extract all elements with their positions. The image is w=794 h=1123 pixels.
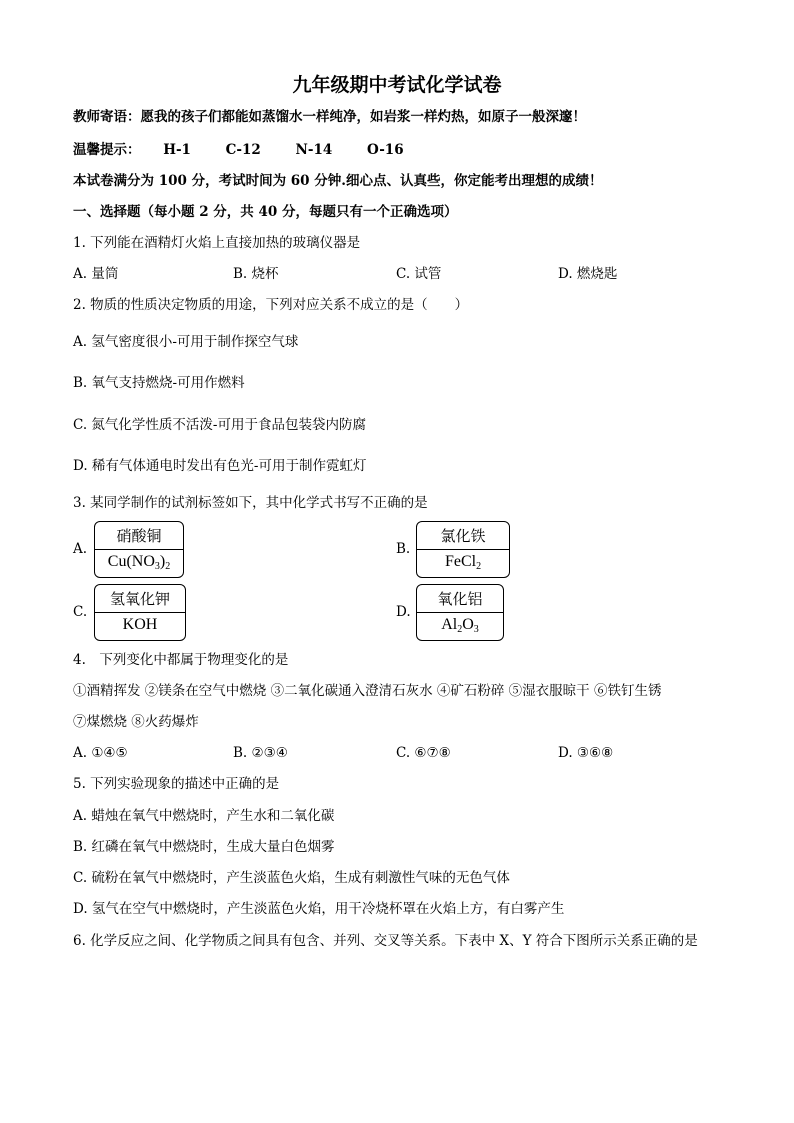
hint-label: 温馨提示：	[73, 142, 141, 158]
label-divider	[417, 612, 503, 613]
q3-label-d[interactable]	[416, 584, 504, 641]
q5-option-b[interactable]: B. 红磷在氧气中燃烧时，生成大量白色烟雾	[73, 839, 335, 855]
q3-label-b-name: 氯化铁	[440, 527, 486, 545]
q5-option-a[interactable]: A. 蜡烛在氧气中燃烧时，产生水和二氧化碳	[73, 808, 335, 824]
q5-option-d[interactable]: D. 氢气在空气中燃烧时，产生淡蓝色火焰，用干冷烧杯罩在火焰上方，有白雾产生	[73, 901, 565, 917]
label-divider	[95, 612, 185, 613]
q1-option-d[interactable]: D. 燃烧匙	[558, 266, 618, 282]
q3-label-a-name: 硝酸铜	[116, 527, 162, 545]
q4-option-c[interactable]: C. ⑥⑦⑧	[396, 745, 451, 761]
q3-option-b-letter[interactable]: B.	[396, 541, 411, 557]
label-divider	[417, 549, 509, 550]
question-1-stem: 1. 下列能在酒精灯火焰上直接加热的玻璃仪器是	[73, 235, 361, 251]
q3-option-a-letter[interactable]: A.	[73, 541, 88, 557]
q1-option-c[interactable]: C. 试管	[396, 266, 442, 282]
q1-option-a[interactable]: A. 量筒	[73, 266, 119, 282]
question-5-stem: 5. 下列实验现象的描述中正确的是	[73, 776, 280, 792]
q3-option-c-letter[interactable]: C.	[73, 604, 88, 620]
q3-label-c[interactable]	[94, 584, 186, 641]
q1-option-b[interactable]: B. 烧杯	[233, 266, 279, 282]
q4-option-a[interactable]: A. ①④⑤	[73, 745, 128, 761]
exam-title: 九年级期中考试化学试卷	[292, 74, 502, 96]
q2-option-d[interactable]: D. 稀有气体通电时发出有色光-可用于制作霓虹灯	[73, 458, 367, 474]
q4-option-b[interactable]: B. ②③④	[233, 745, 288, 761]
q5-option-c[interactable]: C. 硫粉在氧气中燃烧时，产生淡蓝色火焰，生成有刺激性气味的无色气体	[73, 870, 510, 886]
atomic-mass-hint	[73, 141, 404, 159]
q3-label-c-formula: KOH	[122, 616, 158, 633]
q3-label-b[interactable]	[416, 521, 510, 578]
q3-label-b-formula: FeCl$_2$	[444, 553, 482, 572]
question-4-stem: 4. 下列变化中都属于物理变化的是	[73, 652, 289, 668]
question-6-stem: 6. 化学反应之间、化学物质之间具有包含、并列、交叉等关系。下表中 X、Y 符合下图所示关系正确的是	[73, 933, 698, 949]
atomic-mass-c: C-12	[225, 142, 261, 158]
q3-label-d-formula: $Al_2O_3$	[441, 616, 479, 635]
atomic-mass-n: N-14	[295, 142, 333, 158]
q3-label-c-name: 氢氧化钾	[109, 590, 170, 608]
label-divider	[95, 549, 183, 550]
section-heading: 一、选择题（每小题 2 分，共 40 分，每题只有一个正确选项）	[73, 204, 458, 220]
exam-instructions: 本试卷满分为 100 分，考试时间为 60 分钟.细心点、认真些，你定能考出理想的成绩！	[73, 173, 603, 189]
q3-label-a-formula: $Cu(NO_3)_2$	[107, 553, 171, 572]
q4-option-d[interactable]: D. ③⑥⑧	[558, 745, 614, 761]
atomic-mass-o: O-16	[366, 142, 404, 158]
q3-option-d-letter[interactable]: D.	[396, 604, 411, 620]
question-3-stem: 3. 某同学制作的试剂标签如下，其中化学式书写不正确的是	[73, 495, 428, 511]
q3-label-a[interactable]	[94, 521, 184, 578]
q4-items-line-2: ⑦煤燃烧 ⑧火药爆炸	[73, 714, 199, 730]
q4-items-line-1: ①酒精挥发 ②镁条在空气中燃烧 ③二氧化碳通入澄清石灰水 ④矿石粉碎 ⑤湿衣服晾干 ⑥铁钉生锈	[73, 683, 662, 699]
q2-option-c[interactable]: C. 氮气化学性质不活泼-可用于食品包装袋内防腐	[73, 417, 366, 433]
teacher-message: 教师寄语：愿我的孩子们都能如蒸馏水一样纯净，如岩浆一样灼热，如原子一般深邃！	[73, 109, 586, 125]
q2-option-a[interactable]: A. 氢气密度很小-可用于制作探空气球	[73, 334, 299, 350]
q2-option-b[interactable]: B. 氧气支持燃烧-可用作燃料	[73, 375, 245, 391]
question-2-stem: 2. 物质的性质决定物质的用途，下列对应关系不成立的是（ ）	[73, 297, 469, 313]
atomic-mass-h: H-1	[163, 142, 191, 158]
q3-label-d-name: 氧化铝	[437, 590, 483, 608]
